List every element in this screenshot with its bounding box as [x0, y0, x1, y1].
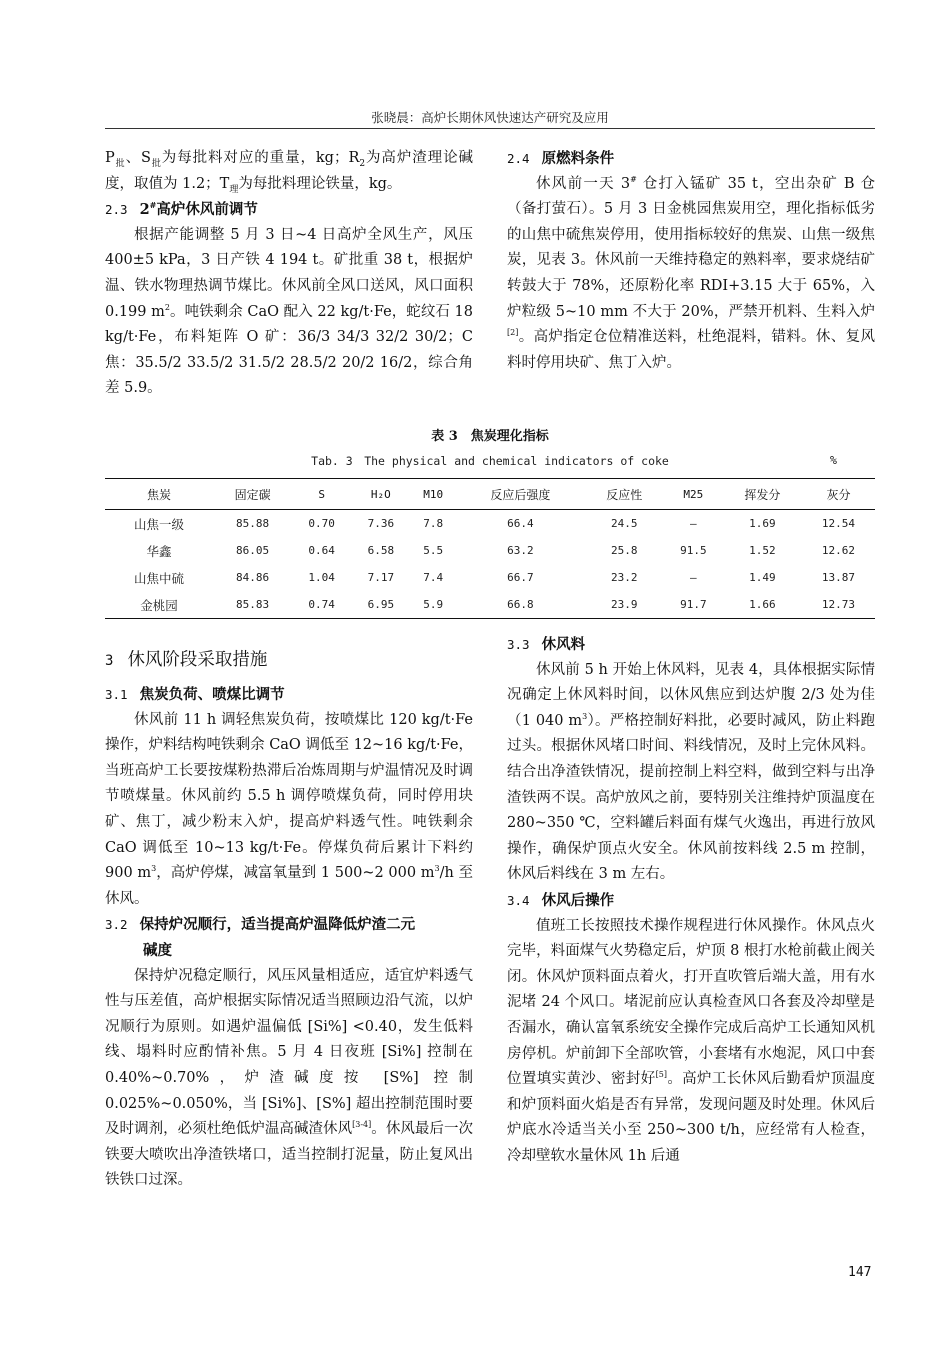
table-cell: 7.17	[367, 571, 395, 584]
table-row	[105, 510, 875, 538]
table-cell: 1.04	[308, 571, 335, 584]
superscript: 3	[434, 864, 440, 874]
text-run: ，高炉停煤，减富氧量到 1 500~2 000 m	[156, 865, 435, 882]
right-column-bottom	[507, 632, 875, 1169]
section-title: 焦炭负荷、喷煤比调节	[139, 686, 285, 703]
table-cell: 1.52	[749, 544, 776, 557]
section-number: 3.4	[507, 892, 530, 908]
section-heading-3-4	[507, 888, 875, 914]
table-cell: 7.4	[423, 571, 444, 584]
table-cell: 66.7	[507, 571, 534, 584]
table-row	[105, 564, 875, 591]
table-cell: 0.74	[292, 591, 351, 619]
table-cell: 23.9	[585, 591, 664, 619]
text-run: 休风前 11 h 调轻焦炭负荷，按喷煤比 120 kg/t·Fe 操作，炉料结构吨铁剩余 CaO 调低至 12~16 kg/t·Fe，当班高炉工长要按煤粉热滞后冶炼周期与炉温情况及时调节喷煤量。休风前约 5.5 h 调停喷煤负荷，同时停用块矿、焦丁，减少粉末入炉，提高炉料透气性。吨铁剩余 CaO 调低至 10~13 kg/t·Fe。停煤负荷后累计下料约 900 m	[105, 711, 473, 882]
superscript: 2	[164, 302, 171, 312]
table-cell: 12.54	[821, 517, 856, 530]
column-header: M10	[410, 479, 455, 510]
superscript: #	[149, 200, 157, 211]
column-header: 固定碳	[213, 479, 292, 510]
section-number: 3.3	[507, 637, 530, 652]
section-number: 2.3	[105, 202, 128, 218]
citation: [5]	[655, 1070, 667, 1080]
table-cell: 0.70	[308, 517, 335, 530]
running-header: 张晓晨：高炉长期休风快速达产研究及应用	[371, 110, 609, 125]
table-cell: 5.9	[410, 591, 455, 619]
text-run: 为每批料对应的重量，kg；R	[161, 150, 360, 166]
section-title: 原燃料条件	[541, 150, 615, 167]
table-cell: 91.5	[680, 544, 707, 557]
text-run: /h 至休风。	[105, 865, 473, 907]
column-header: M25	[664, 479, 723, 510]
table-cell: 85.83	[213, 591, 292, 619]
citation: [3-4]	[352, 1120, 372, 1130]
section-3-4-paragraph	[507, 914, 875, 1170]
table-cell: 86.05	[236, 544, 270, 557]
column-header: 反应后强度	[456, 479, 585, 510]
text-run: ）。严格控制好料批，必要时减风，防止料跑过头。根据休风堵口时间、料线情况，及时上完休风料。结合出净渣铁情况，提前控制上料空料，做到空料与出净渣铁两不误。高炉放风之前，要特别关注维持炉顶温度在 280~350 ℃，空料罐后料面有煤气火逸出，再进行放风操作，确保炉顶点火安全。休风前按料线 2.5 m 控制，休风后料线在 3 m 左右。	[507, 712, 875, 883]
table-cell: 5.5	[423, 544, 444, 557]
formula-explanation-paragraph	[105, 146, 473, 197]
table-cell: 23.2	[610, 571, 638, 584]
table-cell: 63.2	[507, 544, 534, 557]
table-cell: 85.88	[236, 517, 270, 530]
table-cell: 12.73	[802, 591, 875, 619]
section-heading-3-1	[105, 682, 473, 708]
section-title: 休风阶段采取措施	[127, 650, 268, 670]
section-heading-2-3	[105, 197, 473, 223]
section-3-1-paragraph	[105, 708, 473, 913]
section-2-3-paragraph	[105, 223, 473, 402]
text-run: 根据产能调整 5 月 3 日~4 日高炉全风生产，风压 400±5 kPa，3 日产铁 4 194 t。矿批重 38 t，根据炉温、铁水物理热调节煤比。休风前全风口送风，风口面积 0.199 m	[105, 226, 473, 320]
table-cell: 24.5	[610, 517, 638, 530]
table-row	[105, 537, 875, 564]
table-cell: 12.62	[821, 544, 856, 557]
table-cell: 1.49	[749, 571, 776, 584]
table-unit: %	[830, 453, 837, 467]
header-rule	[105, 128, 875, 129]
table-cell: –	[690, 517, 697, 530]
section-3-2-paragraph	[105, 964, 473, 1194]
table-header-row	[105, 479, 875, 510]
table-cell: 66.4	[507, 517, 534, 530]
table-cell: 华鑫	[146, 543, 172, 559]
table-row	[105, 591, 875, 619]
table-cell: 13.87	[821, 571, 856, 584]
text-run: 保持炉况稳定顺行，风压风量相适应，适宜炉料透气性与压差值，高炉根据实际情况适当照顾边沿气流，以炉况顺行为原则。如遇炉温偏低 [Si%] <0.40，发生低料线、塌料时应酌情补焦。5 月 4 日夜班 [Si%] 控制在 0.40%~0.70%，炉渣碱度按 [S%] 控制 0.025%~0.050%，当 [Si%]、[S%] 超出控制范围时要及时调剂，必须杜绝低炉温高碱渣休风	[105, 967, 473, 1138]
right-column-top	[507, 146, 875, 376]
section-title: 高炉休风前调节	[156, 201, 258, 219]
text-run: 、S	[125, 150, 151, 166]
left-column-top	[105, 146, 473, 402]
table-cell: 山焦一级	[134, 516, 185, 532]
section-title: 休风料	[541, 636, 586, 653]
section-number: 3.1	[105, 687, 128, 702]
column-header: 焦炭	[105, 479, 213, 510]
section-heading-3-2	[105, 912, 473, 938]
column-header: 灰分	[802, 479, 875, 510]
table-cell: 84.86	[236, 571, 270, 584]
section-2-4-paragraph	[507, 172, 875, 377]
column-header: S	[292, 479, 351, 510]
text-run: 。高炉指定仓位精准送料，杜绝混料，错料。休、复风料时停用块矿、焦丁入炉。	[507, 329, 875, 371]
table-cell: 91.7	[664, 591, 723, 619]
superscript: #	[630, 174, 637, 184]
column-header: 反应性	[585, 479, 664, 510]
text-run: 。休风最后一次铁要大喷吹出净渣铁堵口，适当控制打泥量，防止复风出铁铁口过深。	[105, 1121, 474, 1189]
section-title: 保持炉况顺行，适当提高炉温降低炉渣二元	[139, 916, 416, 934]
table-cell: 山焦中硫	[134, 570, 185, 586]
table-cell: 1.69	[749, 517, 776, 530]
text-run: 为高炉渣理论碱度，取值为 1.2；T	[105, 150, 473, 192]
table-caption-english: Tab. 3 The physical and chemical indicators of coke	[311, 454, 669, 468]
text-run: 休风前 5 h 开始上休风料，见表 4，具体根据实际情况确定上休风料时间，以休风焦应到达炉腹 2/3 处为佳（1 040 m	[507, 661, 875, 729]
left-column-bottom	[105, 645, 473, 1194]
section-heading-2-4	[507, 146, 875, 172]
column-header: 挥发分	[723, 479, 802, 510]
section-3-3-paragraph	[507, 658, 875, 888]
table-cell: 6.58	[367, 544, 395, 557]
column-header: H₂O	[351, 479, 410, 510]
text-run: 为每批料理论铁量，kg。	[238, 175, 402, 192]
section-number: 3.2	[105, 917, 128, 933]
text-run: 休风前一天 3	[536, 175, 631, 192]
table-cell: 7.36	[367, 517, 395, 530]
section-number: 2.4	[507, 151, 530, 166]
subscript: 批	[114, 158, 126, 169]
superscript: 3	[582, 711, 588, 721]
superscript: 3	[151, 864, 157, 874]
text-run: 。吨铁剩余 CaO 配入 22 kg/t·Fe，蛇纹石 18 kg/t·Fe，布料矩阵 O 矿：36/3 34/3 32/2 30/2；C 焦：35.5/2 33.5/2 31.5/2 28.5/2 20/2 16/2，综合角差 5.9。	[105, 303, 474, 397]
text-run: 。高炉工长休风后勤看炉顶温度和炉顶料面火焰是否有异常，发现问题及时处理。休风后炉底水冷适当关小至 250~300 t/h，应经常有人检查，冷却壁软水量休风 1h 后通	[507, 1071, 876, 1164]
subscript: 理	[229, 184, 239, 195]
section-number: 3	[105, 653, 114, 669]
table-cell: 0.64	[308, 544, 335, 557]
section-heading-3	[105, 645, 473, 676]
text-run: 值班工长按照技术操作规程进行休风操作。休风点火完毕，料面煤气火势稳定后，炉顶 8 根打水枪前截止阀关闭。休风炉顶料面点着火，打开直吹管后端大盖，用有水泥堵 24 个风口。堵泥前应认真检查风口各套及冷却壁是否漏水，确认富氧系统安全操作完成后高炉工长通知风机房停机。炉前卸下全部吹管，小套堵有水炮泥，风口中套位置填实黄沙、密封好	[507, 917, 875, 1088]
page-number: 147	[848, 1265, 872, 1280]
table-cell: 66.8	[456, 591, 585, 619]
text-run: 仓打入锰矿 35 t，空出杂矿 B 仓（备打萤石）。5 月 3 日金桃园焦炭用空，理化指标低劣的山焦中硫焦炭停用，使用指标较好的焦炭、山焦一级焦炭，见表 3。休风前一天维持稳定的熟料率，要求烧结矿转鼓大于 78%，还原粉化率 RDI+3.15 大于 65%，入炉粒级 5~10 mm 不大于 20%，严禁开机料、生料入炉	[507, 175, 875, 320]
section-title: 休风后操作	[541, 891, 615, 909]
table-cell: 金桃园	[105, 591, 213, 619]
table-caption: 表 3 焦炭理化指标	[431, 429, 549, 444]
citation: [2]	[507, 328, 519, 338]
table-cell: 1.66	[723, 591, 802, 619]
table-cell: 6.95	[351, 591, 410, 619]
table-cell: –	[690, 571, 697, 584]
table-cell: 25.8	[610, 544, 638, 557]
text-run: 2	[139, 201, 150, 219]
section-heading-3-2-continued: 碱度	[143, 941, 172, 959]
section-heading-3-3	[507, 632, 875, 658]
coke-indicators-table	[105, 478, 875, 619]
subscript: 批	[150, 158, 162, 169]
table-cell: 7.8	[423, 517, 444, 530]
subscript: 2	[359, 158, 366, 169]
text-run: P	[105, 150, 115, 166]
